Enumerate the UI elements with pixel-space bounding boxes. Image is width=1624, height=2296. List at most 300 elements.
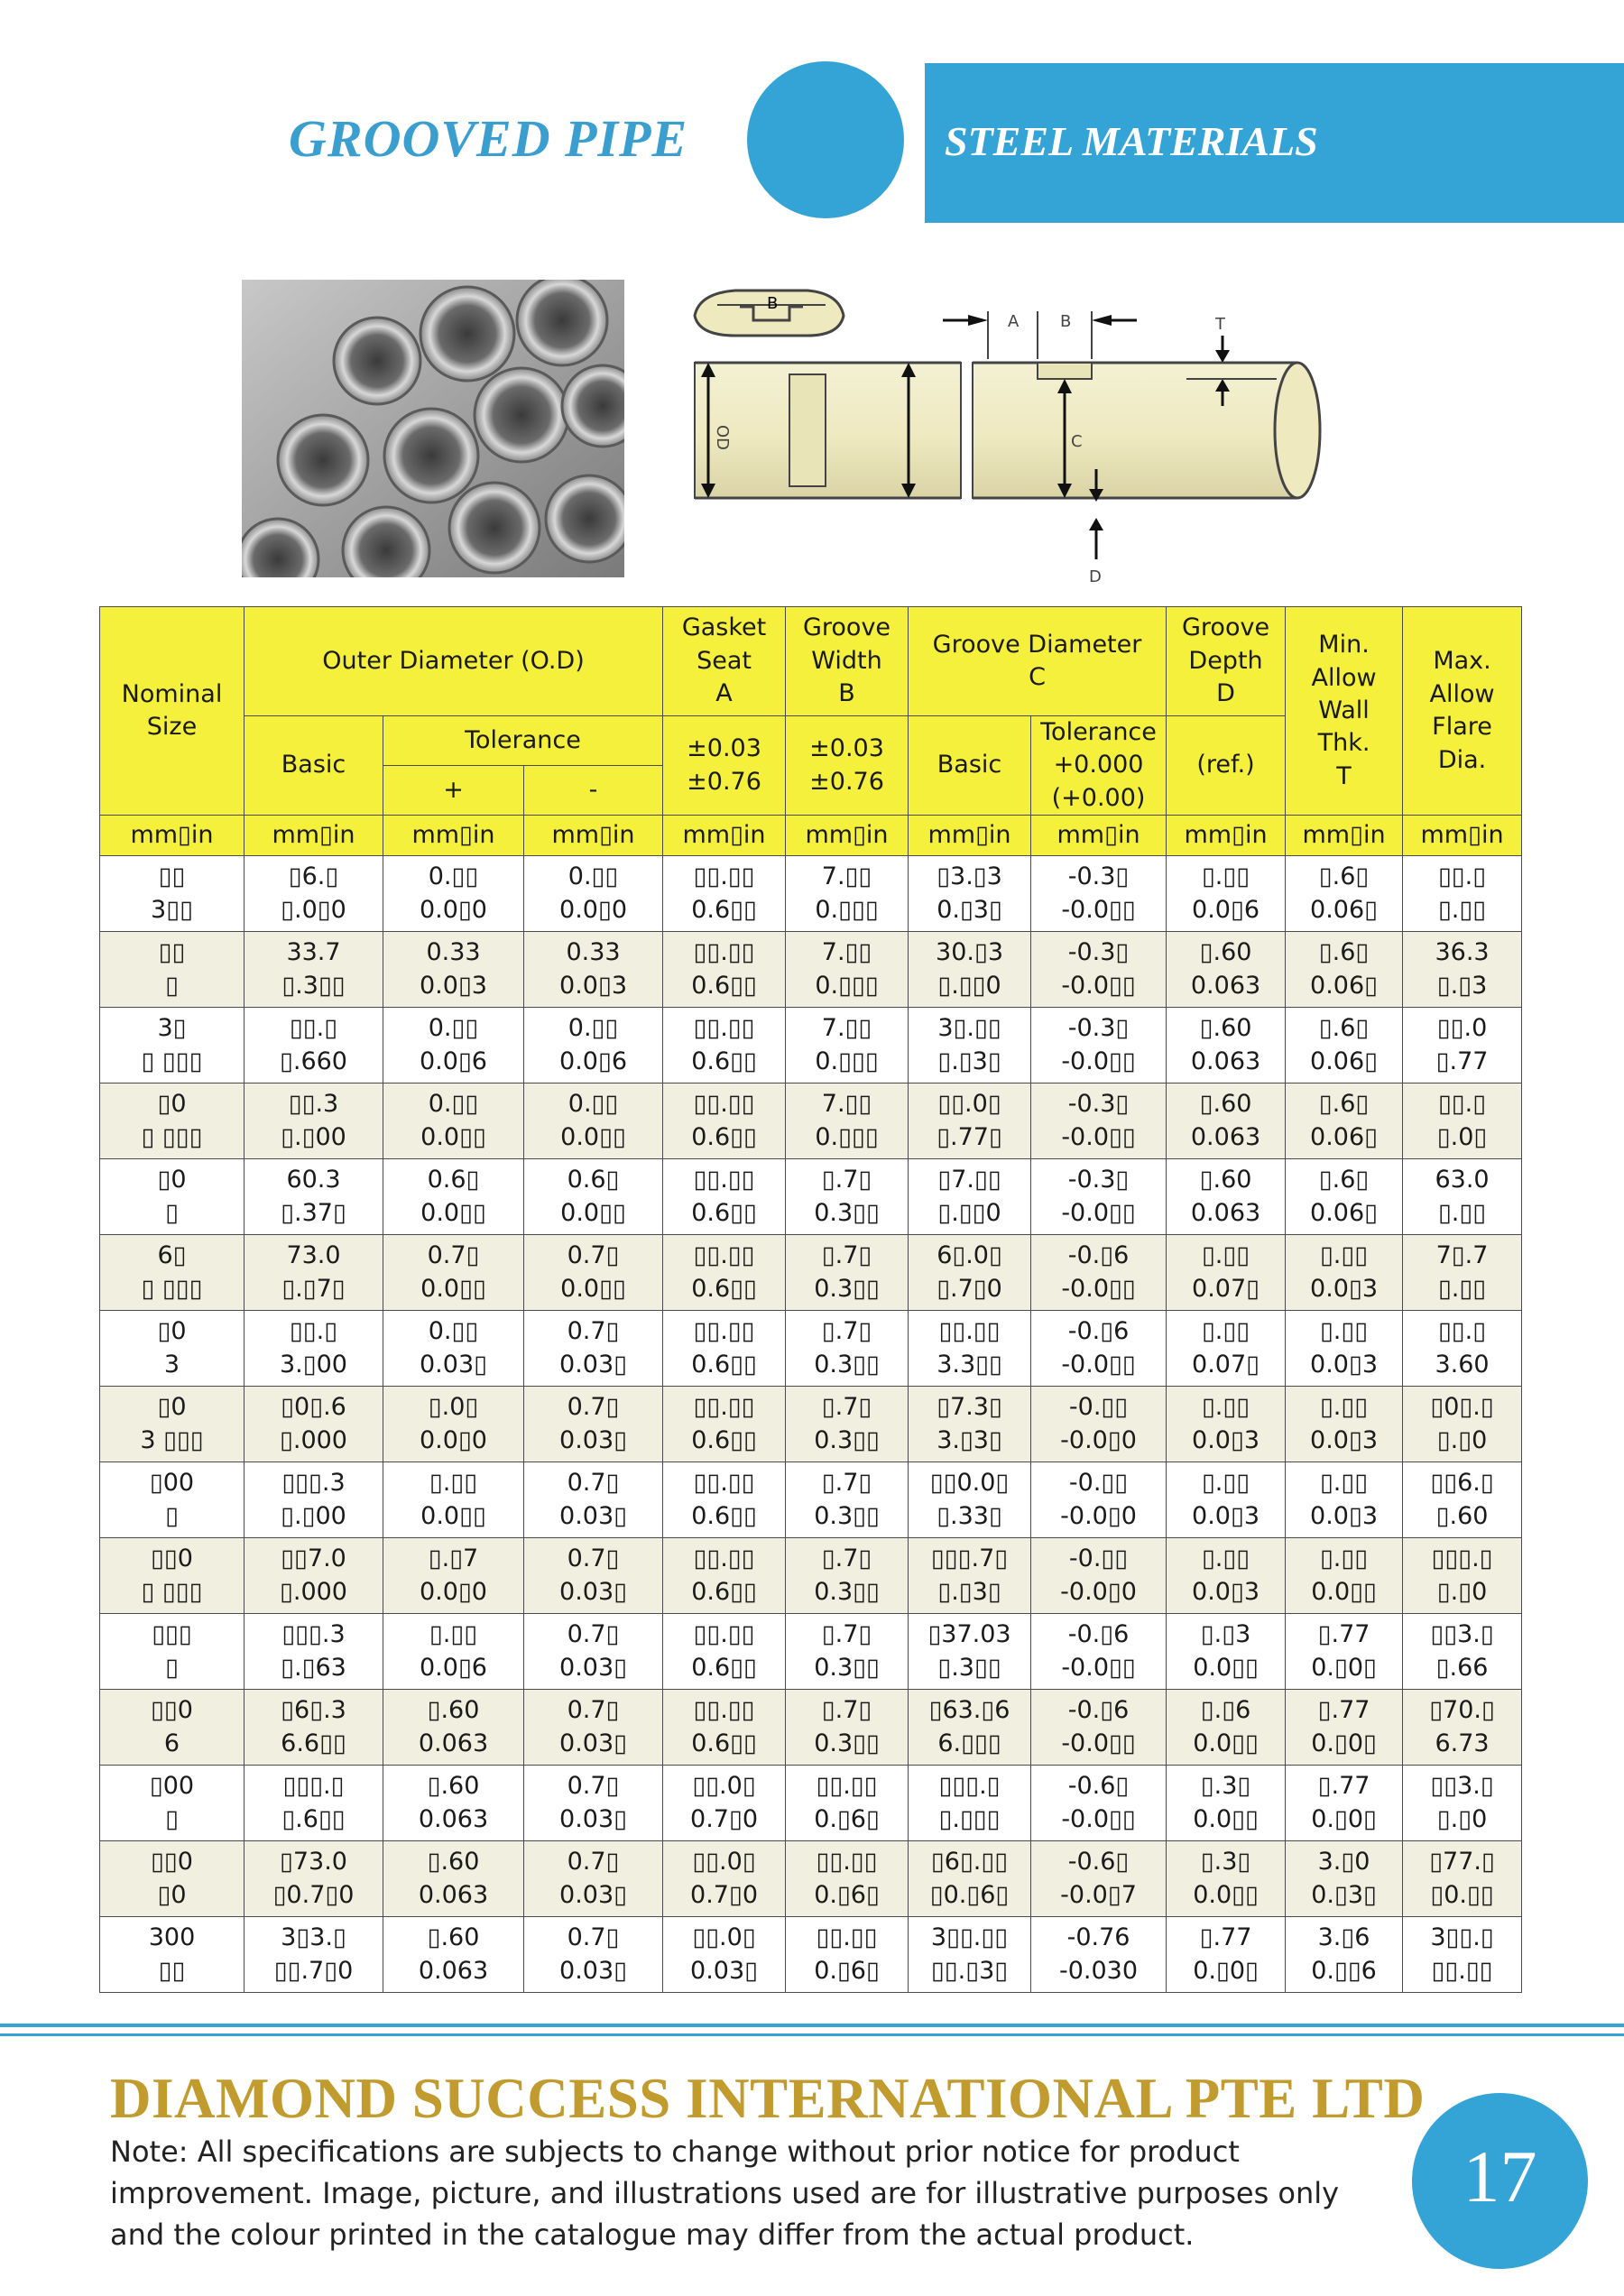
table-cell	[1286, 1311, 1403, 1387]
table-cell	[909, 1008, 1031, 1083]
table-cell	[245, 856, 383, 932]
cell-in: 0.6▯▯	[691, 1047, 757, 1075]
header-tol-plus: +	[383, 766, 524, 816]
spec-table	[99, 606, 1522, 1993]
cell-in: ▯0.7▯0	[272, 1880, 355, 1909]
cell-in: 0.▯0▯	[1311, 1653, 1377, 1682]
cell-in: 0.6▯▯	[691, 1729, 757, 1757]
cell-mm: ▯.6▯	[1318, 1090, 1370, 1119]
cell-mm: ▯.60	[427, 1696, 480, 1725]
cell-in: 3.▯3▯	[937, 1425, 1002, 1454]
cell-mm: -0.▯▯	[1068, 1393, 1129, 1422]
table-cell	[1286, 1917, 1403, 1993]
cell-mm: ▯▯.▯▯	[693, 1317, 755, 1346]
table-cell	[1031, 1462, 1167, 1538]
cell-in: -0.0▯▯	[1061, 1350, 1136, 1379]
cell-in: ▯	[165, 1198, 179, 1227]
cell-mm: 0.▯▯	[428, 1014, 479, 1043]
cell-mm: ▯▯3.▯	[1430, 1620, 1494, 1649]
table-cell	[786, 1311, 909, 1387]
table-cell	[786, 1387, 909, 1462]
unit-cell: mm▯in	[786, 816, 909, 856]
cell-in: 3	[163, 1350, 180, 1379]
table-cell	[1286, 1841, 1403, 1917]
table-cell	[1167, 1690, 1286, 1766]
table-cell	[1286, 1083, 1403, 1159]
cell-mm: ▯.6▯	[1318, 1014, 1370, 1043]
cell-in: 0.0▯3	[1192, 1501, 1260, 1530]
table-cell	[1403, 1841, 1522, 1917]
table-cell	[909, 1311, 1031, 1387]
table-cell	[100, 1538, 245, 1614]
cell-in: 0.07▯	[1192, 1350, 1260, 1379]
cell-in: -0.0▯▯	[1061, 1122, 1136, 1151]
cell-mm: -0.6▯	[1067, 1848, 1130, 1876]
cell-mm: ▯.▯▯	[1201, 1317, 1250, 1346]
cell-mm: ▯▯.▯▯	[693, 938, 755, 967]
cell-mm: 36.3	[1435, 938, 1490, 967]
table-row	[100, 1235, 1522, 1311]
cell-mm: 60.3	[286, 1166, 341, 1194]
table-cell	[1167, 1917, 1286, 1993]
cell-mm: 0.▯▯	[567, 1014, 619, 1043]
cell-in: -0.0▯▯	[1061, 1653, 1136, 1682]
table-cell	[1031, 1841, 1167, 1917]
table-cell	[245, 1159, 383, 1235]
header-c-tolerance: Tolerance +0.000 (+0.00)	[1031, 716, 1167, 816]
cell-in: 0.0▯0	[420, 895, 487, 924]
table-cell	[1403, 1917, 1522, 1993]
table-cell	[1167, 1008, 1286, 1083]
table-cell	[1031, 1690, 1167, 1766]
cell-mm: ▯▯▯.▯	[282, 1772, 345, 1801]
footer-rule-thick	[0, 2024, 1624, 2027]
table-cell	[100, 856, 245, 932]
table-cell	[909, 1766, 1031, 1841]
table-cell	[663, 1766, 786, 1841]
cell-in: 0.▯6▯	[814, 1956, 880, 1985]
table-cell	[1286, 1387, 1403, 1462]
table-row	[100, 1008, 1522, 1083]
cell-mm: ▯▯.▯	[1437, 1090, 1487, 1119]
cell-in: 0.06▯	[1310, 895, 1379, 924]
cell-in: ▯▯.▯▯	[1431, 1956, 1493, 1985]
cell-in: 0.03▯	[559, 1350, 627, 1379]
table-cell	[1167, 932, 1286, 1008]
header-groove-width: Groove Width B	[786, 607, 909, 716]
cell-mm: ▯▯.0▯	[937, 1090, 1001, 1119]
cell-in: -0.0▯0	[1060, 1501, 1137, 1530]
table-row	[100, 1917, 1522, 1993]
cell-in: 0.03▯	[559, 1729, 627, 1757]
table-cell	[786, 1083, 909, 1159]
cell-mm: ▯.6▯	[1318, 862, 1370, 891]
header-gasket-tolerance: ±0.03 ±0.76	[663, 716, 786, 816]
table-cell	[1403, 1235, 1522, 1311]
cell-in: ▯.▯0	[1436, 1804, 1488, 1833]
table-row	[100, 1462, 1522, 1538]
table-cell	[1031, 1387, 1167, 1462]
cell-in: ▯.▯0	[1436, 1425, 1488, 1454]
cell-in: 0.0▯3	[1192, 1577, 1260, 1606]
cell-mm: 33.7	[286, 938, 341, 967]
cell-mm: ▯.60	[427, 1923, 480, 1952]
cell-mm: ▯▯.▯▯	[693, 1393, 755, 1422]
cell-mm: ▯▯▯.▯	[1431, 1544, 1493, 1573]
cell-in: -0.0▯7	[1060, 1880, 1137, 1909]
cell-in: 0.063	[418, 1729, 489, 1757]
table-cell	[100, 1083, 245, 1159]
cell-mm: ▯▯.▯▯	[693, 1696, 755, 1725]
cell-in: 0.6▯▯	[691, 1274, 757, 1303]
cell-mm: ▯.60	[1199, 1090, 1252, 1119]
header-groove-diameter: Groove Diameter C	[909, 607, 1167, 716]
cell-in: -0.0▯▯	[1061, 1198, 1136, 1227]
header-depth-ref: (ref.)	[1167, 716, 1286, 816]
table-cell	[100, 1159, 245, 1235]
cell-in: ▯.3▯▯	[937, 1653, 1001, 1682]
unit-cell: mm▯in	[383, 816, 524, 856]
groove-diagram-svg	[681, 280, 1322, 586]
cell-in: 0.06▯	[1310, 971, 1379, 1000]
cell-mm: -0.3▯	[1067, 862, 1130, 891]
cell-mm: ▯6▯.3	[281, 1696, 346, 1725]
table-cell	[1286, 1690, 1403, 1766]
cell-in: 0.3▯▯	[814, 1350, 880, 1379]
cell-mm: ▯▯	[158, 938, 186, 967]
cell-in: ▯	[165, 1653, 179, 1682]
cell-in: ▯ ▯▯▯	[141, 1047, 203, 1075]
table-cell	[1286, 856, 1403, 932]
cell-in: ▯.▯▯0	[937, 971, 1001, 1000]
cell-in: ▯.▯0	[1436, 1577, 1488, 1606]
cell-in: 0.0▯6	[420, 1047, 487, 1075]
unit-cell: mm▯in	[909, 816, 1031, 856]
unit-cell: mm▯in	[245, 816, 383, 856]
table-cell	[245, 1083, 383, 1159]
cell-mm: 7.▯▯	[821, 1090, 872, 1119]
cell-mm: -0.▯6	[1067, 1620, 1130, 1649]
cell-mm: ▯▯▯.7▯	[930, 1544, 1009, 1573]
cell-mm: ▯▯.▯▯	[693, 1241, 755, 1270]
cell-in: 0.0▯▯	[420, 1122, 486, 1151]
table-cell	[245, 1008, 383, 1083]
cell-in: 0.0▯6	[1192, 895, 1260, 924]
table-cell	[100, 1766, 245, 1841]
header-outer-diameter: Outer Diameter (O.D)	[245, 607, 663, 716]
cell-in: 0.6▯▯	[691, 1501, 757, 1530]
cell-mm: 63.0	[1435, 1166, 1490, 1194]
disclaimer-note: Note: All specifications are subjects to change without prior notice for product improvement. Image, picture, and illustrations used are for illustrative purposes only and the colour printed in the catalogue may differ from the actual product.	[110, 2135, 1340, 2252]
cell-in: 0.0▯3	[1310, 1501, 1379, 1530]
table-cell	[663, 1387, 786, 1462]
table-cell	[383, 1766, 524, 1841]
table-cell	[383, 1008, 524, 1083]
table-cell	[1031, 1917, 1167, 1993]
cell-in: 0.063	[418, 1880, 489, 1909]
cell-in: 3.60	[1435, 1350, 1490, 1379]
table-cell	[1403, 1311, 1522, 1387]
cell-in: 0.07▯	[1192, 1274, 1260, 1303]
table-cell	[663, 1462, 786, 1538]
table-cell	[245, 1841, 383, 1917]
cell-mm: 30.▯3	[936, 938, 1003, 967]
table-cell	[786, 1235, 909, 1311]
table-cell	[245, 1766, 383, 1841]
cell-in: 6.▯▯▯	[937, 1729, 1001, 1757]
cell-mm: ▯0	[157, 1393, 187, 1422]
table-cell	[1031, 856, 1167, 932]
table-cell	[383, 1614, 524, 1690]
cell-in: 0.6▯▯	[691, 971, 757, 1000]
cell-in: 0.03▯	[559, 1501, 627, 1530]
cell-mm: 0.7▯	[567, 1772, 620, 1801]
cell-mm: 0.33	[566, 938, 621, 967]
cell-mm: ▯▯.3	[288, 1090, 339, 1119]
table-cell	[1167, 1159, 1286, 1235]
table-cell	[245, 1538, 383, 1614]
table-cell	[524, 1690, 663, 1766]
cell-in: 0.▯3▯	[1311, 1880, 1377, 1909]
cell-in: ▯.▯3▯	[937, 1577, 1001, 1606]
diagram-label-a: A	[1008, 312, 1020, 331]
cell-mm: ▯.▯▯	[429, 1620, 478, 1649]
cell-mm: ▯.60	[1199, 1014, 1252, 1043]
cell-mm: 0.7▯	[567, 1848, 620, 1876]
cell-in: 0.0▯3	[1192, 1425, 1260, 1454]
cell-in: ▯	[165, 1501, 179, 1530]
cell-mm: -0.▯▯	[1068, 1469, 1129, 1498]
cell-mm: ▯.▯▯	[1319, 1469, 1369, 1498]
table-cell	[383, 1841, 524, 1917]
cell-mm: ▯.▯6	[1200, 1696, 1251, 1725]
cell-mm: 0.▯▯	[567, 862, 619, 891]
table-cell	[909, 1917, 1031, 1993]
cell-mm: ▯▯7.0	[281, 1544, 346, 1573]
cell-mm: ▯.0▯	[428, 1393, 479, 1422]
cell-in: 0.3▯▯	[814, 1577, 880, 1606]
table-cell	[524, 856, 663, 932]
table-cell	[1403, 1690, 1522, 1766]
table-cell	[786, 1766, 909, 1841]
cell-mm: 7.▯▯	[821, 1014, 872, 1043]
cell-mm: ▯.7▯	[821, 1544, 872, 1573]
table-cell	[786, 1538, 909, 1614]
cell-mm: ▯7.▯▯	[937, 1166, 1001, 1194]
cell-in: ▯.▯▯▯	[938, 1804, 1001, 1833]
cell-in: -0.0▯▯	[1061, 895, 1136, 924]
cell-in: 0.063	[418, 1956, 489, 1985]
cell-mm: ▯.77	[1317, 1620, 1370, 1649]
cell-mm: ▯.▯▯	[1201, 1241, 1250, 1270]
diagram-label-od: OD	[713, 425, 732, 451]
cell-in: 0.0▯3	[1310, 1350, 1379, 1379]
cell-mm: ▯.▯▯	[429, 1469, 478, 1498]
cell-in: 0.0▯6	[559, 1047, 627, 1075]
cell-in: -0.030	[1059, 1956, 1139, 1985]
cell-mm: 3▯3.▯	[281, 1923, 346, 1952]
cell-in: 0.7▯0	[690, 1880, 758, 1909]
cell-in: 0.0▯▯	[560, 1122, 626, 1151]
table-cell	[909, 856, 1031, 932]
cell-mm: ▯▯.▯▯	[938, 1317, 1001, 1346]
cell-mm: ▯▯0	[151, 1544, 193, 1573]
cell-mm: ▯▯.▯▯	[816, 1848, 878, 1876]
cell-in: -0.0▯▯	[1061, 1274, 1136, 1303]
table-cell	[1031, 1008, 1167, 1083]
cell-in: 0.3▯▯	[814, 1501, 880, 1530]
cell-in: 0.0▯▯	[420, 1274, 486, 1303]
cell-mm: ▯.▯▯	[1319, 1393, 1369, 1422]
cell-mm: -0.▯▯	[1068, 1544, 1129, 1573]
cell-mm: 0.7▯	[567, 1544, 620, 1573]
cell-mm: 0.7▯	[567, 1393, 620, 1422]
table-cell	[100, 1841, 245, 1917]
cell-in: 0.06▯	[1310, 1198, 1379, 1227]
table-cell	[383, 1538, 524, 1614]
cell-in: 0.063	[1190, 1122, 1261, 1151]
cell-in: ▯0.▯▯	[1430, 1880, 1494, 1909]
cell-in: 0.▯▯▯	[815, 971, 879, 1000]
cell-in: ▯.7▯0	[937, 1274, 1002, 1303]
cell-mm: 0.6▯	[427, 1166, 480, 1194]
cell-in: ▯.▯7▯	[281, 1274, 346, 1303]
table-cell	[786, 856, 909, 932]
cell-mm: ▯▯▯	[152, 1620, 192, 1649]
table-cell	[1031, 932, 1167, 1008]
cell-mm: 7▯.7	[1435, 1241, 1489, 1270]
cell-mm: ▯▯.▯▯	[693, 1469, 755, 1498]
cell-in: ▯▯.▯3▯	[930, 1956, 1009, 1985]
cell-in: 0.0▯▯	[1311, 1577, 1377, 1606]
table-cell	[1031, 1614, 1167, 1690]
unit-cell: mm▯in	[1286, 816, 1403, 856]
table-cell	[663, 1008, 786, 1083]
cell-mm: ▯.▯▯	[1201, 1393, 1250, 1422]
table-cell	[1167, 1083, 1286, 1159]
groove-diagram	[681, 280, 1322, 586]
table-cell	[383, 1235, 524, 1311]
cell-in: 0.7▯0	[690, 1804, 758, 1833]
cell-in: 0.▯▯▯	[815, 1047, 879, 1075]
table-cell	[524, 1159, 663, 1235]
cell-in: 0.0▯▯	[1193, 1729, 1259, 1757]
table-cell	[383, 1159, 524, 1235]
cell-mm: ▯3.▯3	[937, 862, 1002, 891]
cell-mm: ▯70.▯	[1429, 1696, 1495, 1725]
cell-mm: 0.7▯	[567, 1241, 620, 1270]
cell-in: ▯.000	[280, 1425, 347, 1454]
cell-in: ▯.77	[1435, 1047, 1489, 1075]
header-max-flare: Max. Allow Flare Dia.	[1403, 607, 1522, 816]
table-cell	[524, 932, 663, 1008]
table-cell	[383, 932, 524, 1008]
table-cell	[1167, 1235, 1286, 1311]
table-cell	[524, 1462, 663, 1538]
cell-mm: 7.▯▯	[821, 862, 872, 891]
cell-mm: ▯.60	[427, 1772, 480, 1801]
cell-in: ▯.66	[1435, 1653, 1489, 1682]
table-cell	[524, 1538, 663, 1614]
table-cell	[1286, 1008, 1403, 1083]
company-name: DIAMOND SUCCESS INTERNATIONAL PTE LTD	[110, 2067, 1426, 2130]
table-cell	[1031, 1235, 1167, 1311]
cell-in: ▯.▯▯	[1437, 895, 1487, 924]
cell-mm: -0.3▯	[1067, 1014, 1130, 1043]
table-cell	[909, 1462, 1031, 1538]
cell-mm: -0.▯6	[1067, 1317, 1130, 1346]
table-cell	[786, 1841, 909, 1917]
table-cell	[909, 1235, 1031, 1311]
table-cell	[1403, 932, 1522, 1008]
cell-in: ▯.▯▯	[1437, 1274, 1487, 1303]
table-cell	[1031, 1766, 1167, 1841]
cell-mm: ▯.77	[1317, 1696, 1370, 1725]
table-cell	[663, 1311, 786, 1387]
cell-mm: ▯▯.▯	[1437, 1317, 1487, 1346]
footer-rule-thin	[0, 2033, 1624, 2036]
table-cell	[1031, 1159, 1167, 1235]
header-od-basic: Basic	[245, 716, 383, 816]
cell-in: 0.0▯0	[559, 895, 627, 924]
table-cell	[100, 1614, 245, 1690]
cell-mm: 3.▯6	[1317, 1923, 1370, 1952]
cell-in: ▯.▯▯	[1437, 1198, 1487, 1227]
cell-in: 0.0▯3	[559, 971, 627, 1000]
cell-mm: ▯.7▯	[821, 1696, 872, 1725]
cell-mm: ▯▯.0▯	[692, 1772, 756, 1801]
unit-cell: mm▯in	[1031, 816, 1167, 856]
cell-in: -0.0▯▯	[1061, 1804, 1136, 1833]
cell-in: 0.0▯▯	[1193, 1880, 1259, 1909]
cell-mm: ▯0▯.6	[281, 1393, 346, 1422]
table-cell	[383, 1690, 524, 1766]
cell-in: -0.0▯▯	[1061, 1047, 1136, 1075]
cell-in: 0.▯▯▯	[815, 895, 879, 924]
cell-in: ▯.000	[280, 1577, 347, 1606]
cell-mm: ▯.▯▯	[1319, 1544, 1369, 1573]
table-cell	[1403, 1083, 1522, 1159]
table-cell	[786, 1690, 909, 1766]
table-cell	[1403, 1462, 1522, 1538]
section-title: STEEL MATERIALS	[945, 118, 1318, 164]
table-cell	[1031, 1083, 1167, 1159]
table-cell	[245, 1614, 383, 1690]
pipe-photo	[242, 280, 624, 577]
table-cell	[1286, 1766, 1403, 1841]
cell-in: ▯▯	[158, 1956, 186, 1985]
table-cell	[383, 1387, 524, 1462]
cell-mm: 0.▯▯	[428, 1090, 479, 1119]
table-cell	[1403, 1614, 1522, 1690]
table-cell	[1403, 1008, 1522, 1083]
cell-mm: ▯.▯▯	[1201, 1469, 1250, 1498]
table-cell	[1286, 1159, 1403, 1235]
table-cell	[663, 1235, 786, 1311]
table-cell	[1403, 1159, 1522, 1235]
cell-in: 0.6▯▯	[691, 895, 757, 924]
cell-in: 0.0▯3	[420, 971, 487, 1000]
table-cell	[245, 1235, 383, 1311]
cell-mm: ▯.7▯	[821, 1317, 872, 1346]
cell-mm: ▯▯.▯▯	[693, 1620, 755, 1649]
cell-in: 0.0▯▯	[560, 1198, 626, 1227]
cell-mm: ▯77.▯	[1429, 1848, 1495, 1876]
cell-in: ▯.77▯	[937, 1122, 1002, 1151]
cell-in: ▯0	[157, 1880, 187, 1909]
cell-mm: 3▯.▯▯	[937, 1014, 1001, 1043]
table-cell	[245, 932, 383, 1008]
